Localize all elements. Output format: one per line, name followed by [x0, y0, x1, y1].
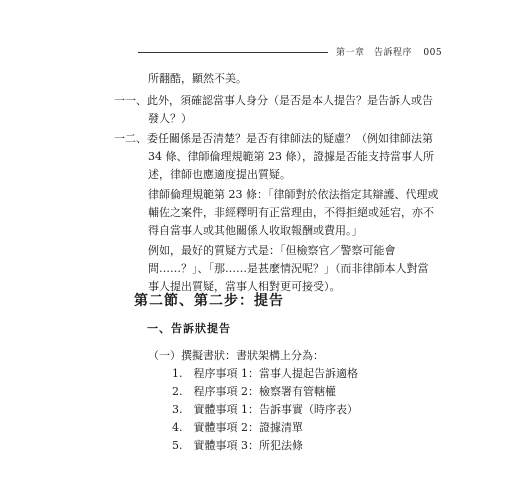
subsection-title: 一、告訴狀提告 [147, 322, 231, 335]
body-line: 輔佐之案件，非經釋明有正當理由，不得拒絕或延宕，亦不 [148, 206, 434, 219]
page-number: 005 [423, 48, 443, 58]
body-line: 所翻酷，顯然不美。 [148, 72, 247, 85]
body-line: 一二、委任關係是否清楚？是否有律師法的疑慮？（例如律師法第 [114, 132, 433, 145]
list-item: 2. 程序事項 2：檢察署有管轄權 [172, 385, 336, 398]
body-line: 得自當事人或其他關係人收取報酬或費用。」 [148, 224, 363, 237]
body-line: 34 條、律師倫理規範第 23 條），證據是否能支持當事人所 [148, 150, 434, 163]
section-title: 第二節、第二步：提告 [134, 293, 284, 309]
list-item: 4. 實體事項 2：證據清單 [172, 421, 303, 434]
body-line: 事人提出質疑，當事人相對更可接受）。 [148, 280, 341, 293]
list-intro: （一）撰擬書狀：書狀架構上分為： [148, 349, 324, 362]
body-line: 律師倫理規範第 23 條：「律師對於依法指定其辯護、代理或 [148, 188, 439, 201]
list-item: 1. 程序事項 1：當事人提起告訴適格 [172, 367, 358, 380]
body-line: 問……？」、「那……是甚麼情況呢？」（而非律師本人對當 [148, 262, 429, 275]
running-header [336, 45, 442, 58]
body-line: 一一、此外，須確認當事人身分（是否是本人提告？是告訴人或告 [114, 94, 433, 107]
body-line: 發人？） [148, 112, 192, 125]
body-line: 述，律師也應適度提出質疑。 [148, 168, 291, 181]
header-rule [138, 52, 328, 53]
body-line: 例如，最好的質疑方式是：「但檢察官／警察可能會 [148, 244, 396, 257]
list-item: 3. 實體事項 1：告訴事實（時序表） [172, 403, 358, 416]
list-item: 5. 實體事項 3：所犯法條 [172, 439, 303, 452]
chapter-title: 第一章 告訴程序 [336, 48, 413, 58]
